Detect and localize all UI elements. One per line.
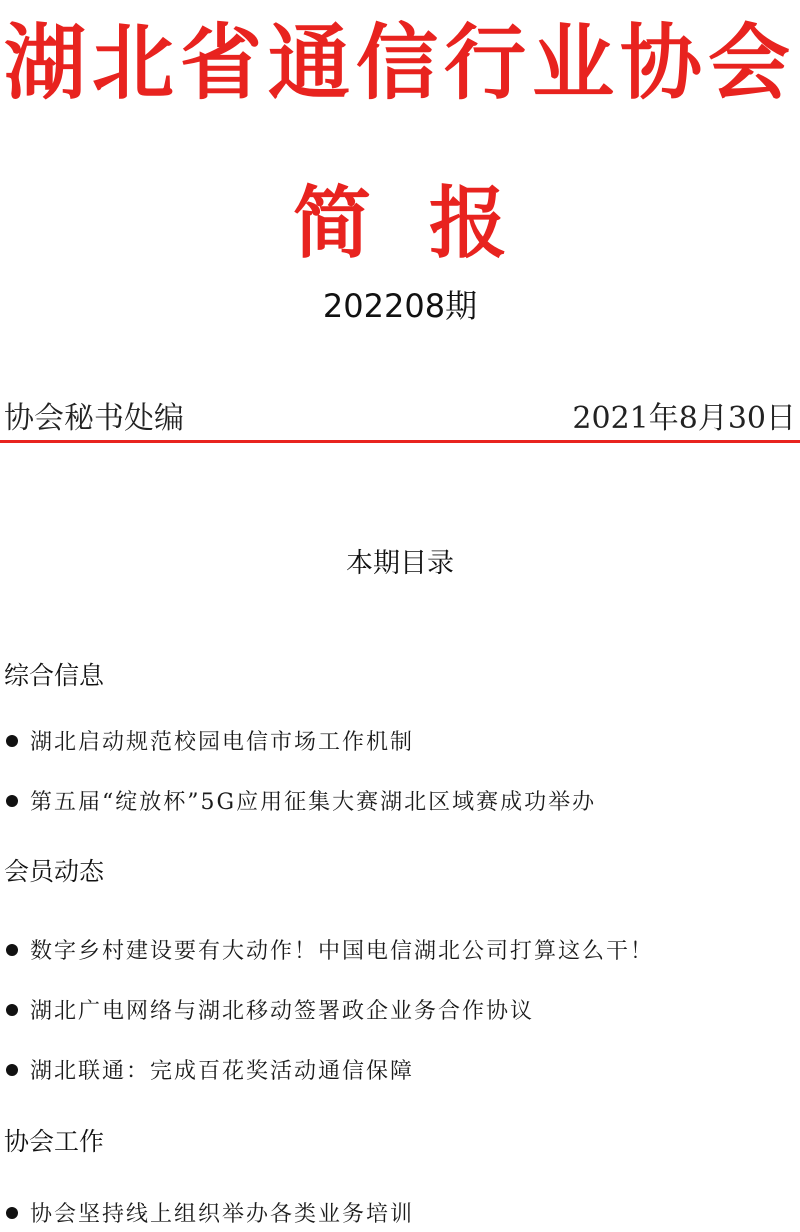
bulletin-title: 简报 — [292, 179, 565, 269]
toc-item-label: 协会坚持线上组织举办各类业务培训 — [30, 1202, 415, 1227]
meta-row — [4, 398, 796, 440]
organization-title: 湖北省通信行业协会 — [3, 16, 796, 111]
bullet-dot-icon — [6, 735, 18, 747]
toc-item[interactable] — [6, 1055, 414, 1089]
bullet-dot-icon — [6, 1064, 18, 1076]
toc-item-label: 第五届“绽放杯”5G应用征集大赛湖北区域赛成功举办 — [30, 790, 597, 815]
toc-item[interactable] — [6, 1198, 414, 1232]
toc-item-label: 湖北联通：完成百花奖活动通信保障 — [30, 1059, 415, 1084]
toc-title: 本期目录 — [346, 548, 454, 579]
bullet-dot-icon — [6, 795, 18, 807]
bullet-dot-icon — [6, 1004, 18, 1016]
issue-number: 202208期 — [322, 287, 478, 325]
bullet-dot-icon — [6, 1207, 18, 1219]
toc-item-label: 湖北启动规范校园电信市场工作机制 — [30, 730, 415, 755]
red-divider — [0, 440, 800, 443]
toc-item-label: 数字乡村建设要有大动作！中国电信湖北公司打算这么干！ — [30, 939, 655, 964]
bullet-dot-icon — [6, 944, 18, 956]
publish-date: 2021年8月30日 — [572, 401, 796, 436]
section-heading-member-news: 会员动态 — [4, 857, 105, 886]
toc-item[interactable] — [6, 726, 414, 760]
section-heading-general-info: 综合信息 — [4, 661, 105, 690]
section-heading-association-work: 协会工作 — [4, 1127, 105, 1156]
toc-item[interactable] — [6, 995, 534, 1029]
editor-label: 协会秘书处编 — [4, 401, 184, 436]
toc-item-label: 湖北广电网络与湖北移动签署政企业务合作协议 — [30, 999, 535, 1024]
toc-item[interactable] — [6, 786, 596, 820]
toc-item[interactable] — [6, 935, 654, 969]
